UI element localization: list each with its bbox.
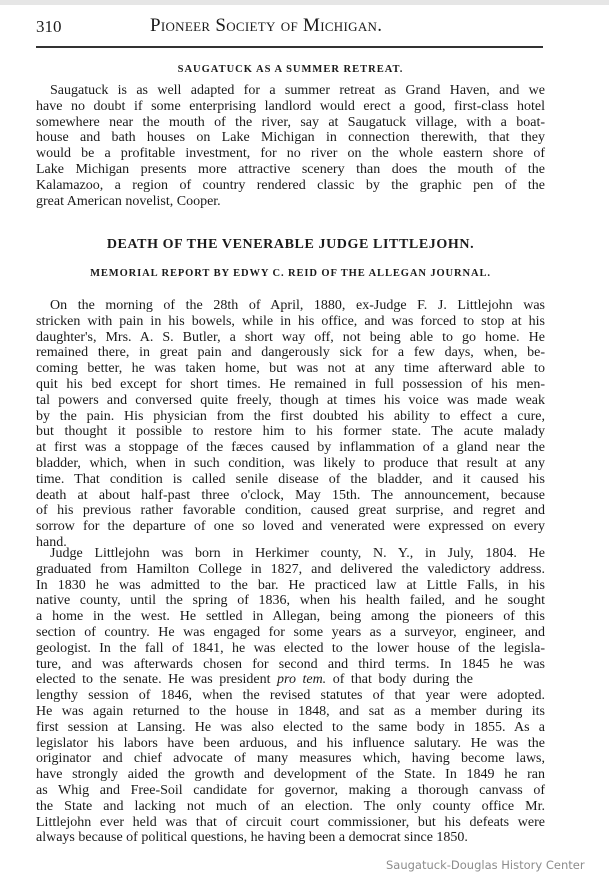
text-line: by the pain. His physician from the first doubted his ability to effect a cure,: [36, 408, 545, 424]
text-line: house and bath houses on Lake Michigan in connection therewith, that they: [36, 130, 545, 146]
article-paragraph: [36, 83, 545, 209]
page-number: 310: [36, 17, 62, 36]
text-line: Judge Littlejohn was born in Herkimer county, N. Y., in July, 1804. He: [50, 546, 545, 561]
text-line: stricken with pain in his bowels, while in his office, and was forced to stop at his: [36, 313, 545, 329]
text-line: first session at Lansing. He was also elected to the same body in 1855. As a: [36, 719, 545, 735]
article-paragraph: [36, 546, 545, 846]
text-line: On the morning of the 28th of April, 1880, ex-Judge F. J. Littlejohn was: [50, 298, 545, 313]
text-line: but thought it possible to restore him to his former state. The acute malady: [36, 424, 545, 440]
text-line: ture, and was afterwards chosen for second and third terms. In 1845 he was: [36, 656, 545, 672]
text-line: have strongly aided the growth and development of the State. In 1849 he ran: [36, 767, 545, 783]
header-rule: [36, 46, 543, 48]
text-line: graduated from Hamilton College in 1827, and delivered the valedictory address.: [36, 561, 545, 577]
text-line: quit his bed except for short times. He remained in full possession of his men-: [36, 376, 545, 392]
article-title-saugatuck: SAUGATUCK AS A SUMMER RETREAT.: [177, 64, 404, 75]
text-segment: of that body during the: [326, 672, 473, 688]
text-line: great American novelist, Cooper.: [36, 193, 221, 209]
text-line: at first was a stoppage of the fæces caused by inflammation of a gland near the: [36, 440, 545, 456]
text-line: hand.: [36, 534, 67, 550]
text-line: death at about half-past three o'clock, May 15th. The announcement, because: [36, 487, 545, 503]
text-line: section of country. He was engaged for some years as a surveyor, engineer, and: [36, 624, 545, 640]
article-title-littlejohn: DEATH OF THE VENERABLE JUDGE LITTLEJOHN.: [106, 237, 475, 252]
text-line: originator and chief advocate of many measures which, having become laws,: [36, 751, 545, 767]
watermark: Saugatuck-Douglas History Center: [386, 858, 585, 872]
text-line: Littlejohn ever held was that of circuit court commissioner, but his defeats were: [36, 814, 545, 830]
text-line: daughter's, Mrs. A. S. Butler, a short way off, not being able to go home. He: [36, 329, 545, 345]
italic-text: pro tem.: [277, 672, 327, 688]
text-line: have no doubt if some enterprising landlord would erect a good, first-class hotel: [36, 98, 545, 114]
text-line: He was again returned to the house in 1848, and sat as a member during its: [36, 703, 545, 719]
text-line: the State and lacking not much of an election. The only county office Mr.: [36, 798, 545, 814]
text-line: somewhere near the mouth of the river, say at Saugatuck village, with a boat-: [36, 114, 545, 130]
text-line: Kalamazoo, a region of country rendered classic by the graphic pen of the: [36, 177, 545, 193]
text-line: coming better, he was taken home, but was not at any time afterward able to: [36, 361, 545, 377]
text-line: In 1830 he was admitted to the bar. He practiced law at Little Falls, in his: [36, 577, 545, 593]
text-segment: elected to the senate. He was president: [36, 672, 278, 688]
text-line: sorrow for the departure of one so loved and venerated were expressed on every: [36, 519, 545, 535]
text-line: native county, until the spring of 1836, when his health failed, and he sought: [36, 593, 545, 609]
text-line: tal powers and conversed quite freely, though at times his voice was made weak: [36, 392, 545, 408]
article-paragraph: [36, 298, 545, 551]
text-line: lengthy session of 1846, when the revised statutes of that year were adopted.: [36, 688, 545, 704]
text-line: geologist. In the fall of 1841, he was elected to the lower house of the legisla-: [36, 640, 545, 656]
text-line: as Whig and Free-Soil candidate for governor, making a thorough canvass of: [36, 782, 545, 798]
text-line: legislator his labors have been arduous, and his influence salutary. He was the: [36, 735, 545, 751]
top-band: [0, 0, 609, 5]
text-line: a home in the west. He settled in Allegan, being among the pioneers of this: [36, 609, 545, 625]
text-line: always because of political questions, he having been a democrat since 1850.: [36, 830, 468, 846]
running-title: Pioneer Society of Michigan.: [150, 15, 383, 36]
text-line: remained there, in great pain and dangerously sick for a few days, when, be-: [36, 345, 545, 361]
article-subtitle: MEMORIAL REPORT BY EDWY C. REID OF THE ALLEGAN JOURNAL.: [90, 268, 491, 279]
text-line: Lake Michigan presents more attractive scenery than does the mouth of the: [36, 161, 545, 177]
text-line: [36, 672, 545, 688]
text-line: time. That condition is called senile disease of the bladder, and it caused his: [36, 471, 545, 487]
text-line: would be a profitable investment, for no river on the whole eastern shore of: [36, 146, 545, 162]
text-line: of his previous rather favorable condition, caused great surprise, and regret and: [36, 503, 545, 519]
text-line: Saugatuck is as well adapted for a summer retreat as Grand Haven, and we: [50, 83, 545, 98]
text-line: bladder, which, when in such condition, was likely to produce that result at any: [36, 455, 545, 471]
